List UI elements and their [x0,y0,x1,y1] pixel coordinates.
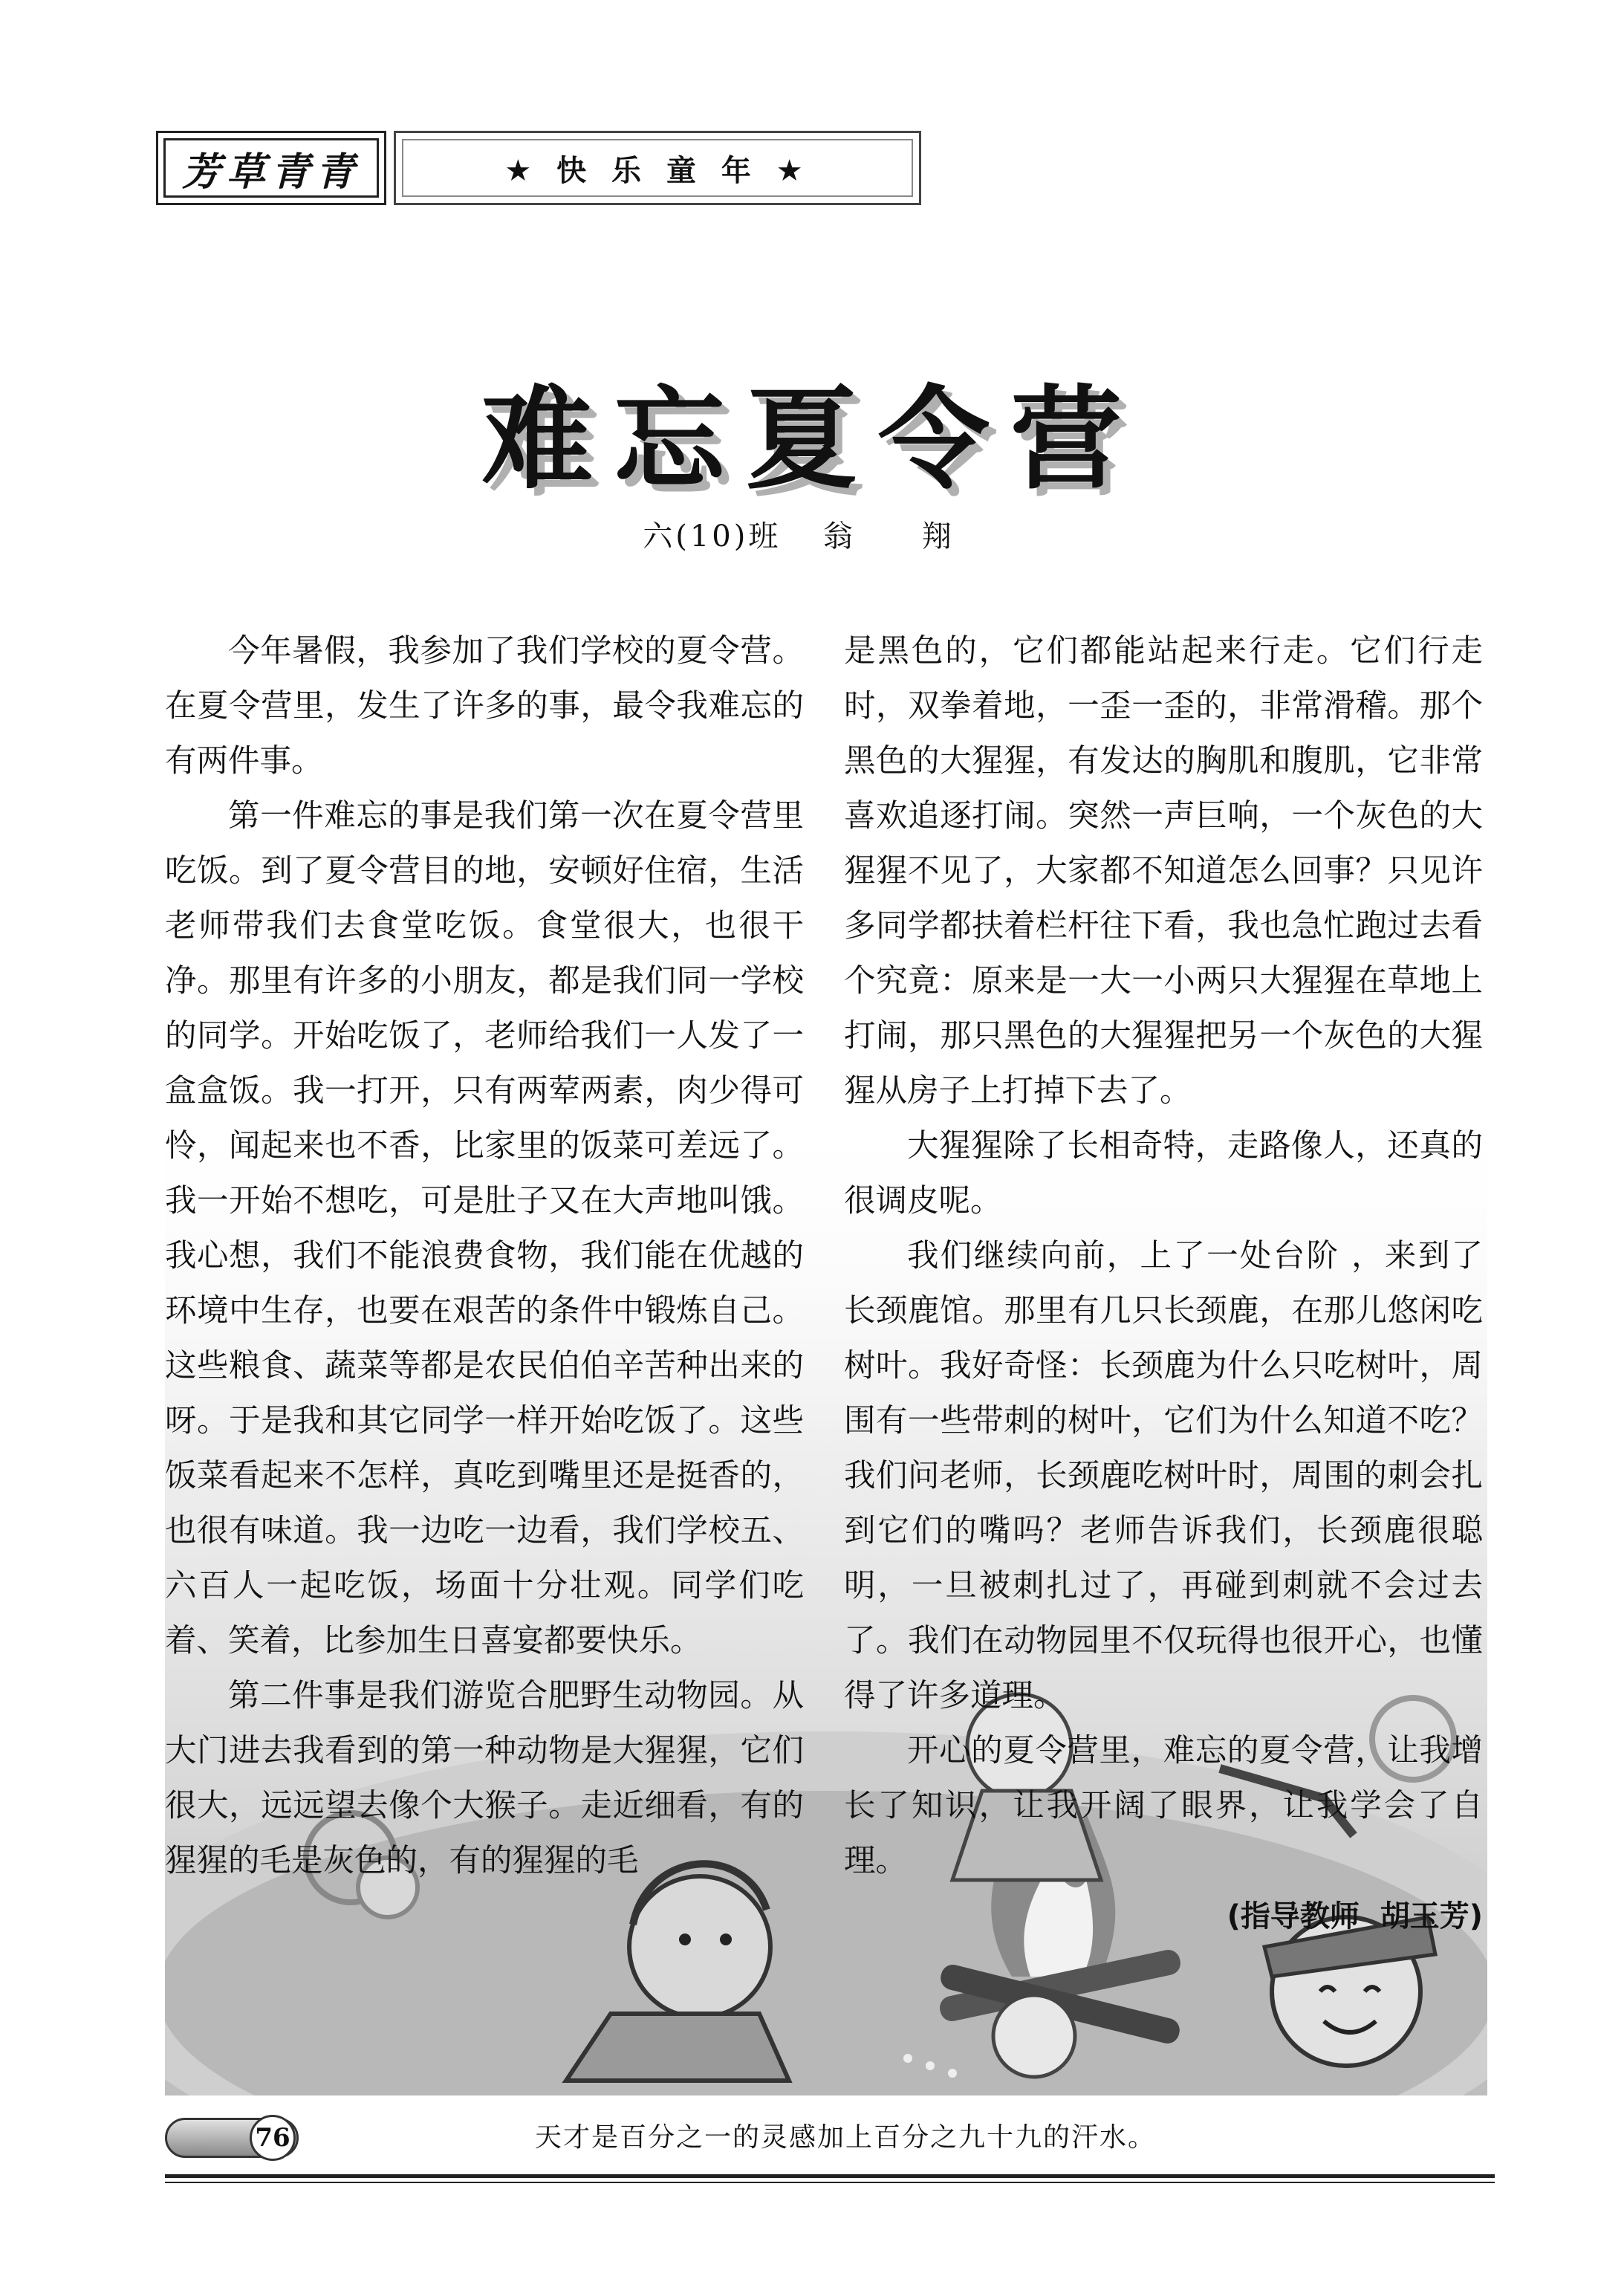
footer-quote: 天才是百分之一的灵感加上百分之九十九的汗水。 [535,2122,1157,2153]
author-name: 翁 翔 [823,519,981,554]
paragraph: 今年暑假，我参加了我们学校的夏令营。在夏令营里，发生了许多的事，最令我难忘的有两件事。 [165,633,804,779]
column-name-box [156,131,386,205]
page-header [156,131,921,205]
byline [0,513,1624,555]
author-class: 六(10)班 [643,519,782,554]
page-number: 76 [250,2115,296,2161]
advisor-signoff: (指导教师 胡玉芳) [1227,1899,1483,1933]
paragraph: 第一件难忘的事是我们第一次在夏令营里吃饭。到了夏令营目的地，安顿好住宿，生活老师带我们去食堂吃饭。食堂很大，也很干净。那里有许多的小朋友，都是我们同一学校的同学。开始吃饭了，老师给我们一人发了一盒盒饭。我一打开，只有两荤两素，肉少得可怜，闻起来也不香，比家里的饭菜可差远了。我一开始不想吃，可是肚子又在大声地叫饿。我心想，我们不能浪费食物，我们能在优越的环境中生存，也要在艰苦的条件中锻炼自己。这些粮食、蔬菜等都是农民伯伯辛苦种出来的呀。于是我和其它同学一样开始吃饭了。这些饭菜看起来不怎样，真吃到嘴里还是挺香的，也很有味道。我一边吃一边看，我们学校五、六百人一起吃饭，场面十分壮观。同学们吃着、笑着，比参加生日喜宴都要快乐。 [165,798,804,1659]
section-name-box [394,131,921,205]
paragraph: 开心的夏令营里，难忘的夏令营，让我增长了知识，让我开阔了眼界，让我学会了自理。 [844,1733,1483,1879]
article-column-left [165,624,804,1889]
footer-rule-thin [165,2182,1495,2183]
paragraph-continuation: 是黑色的，它们都能站起来行走。它们行走时，双拳着地，一歪一歪的，非常滑稽。那个黑色的大猩猩，有发达的胸肌和腹肌，它非常喜欢追逐打闹。突然一声巨响，一个灰色的大猩猩不见了，大家都不知道怎么回事？只见许多同学都扶着栏杆往下看，我也急忙跑过去看个究竟：原来是一大一小两只大猩猩在草地上打闹，那只黑色的大猩猩把另一个灰色的大猩猩从房子上打掉下去了。 [844,633,1483,1109]
paragraph: 第二件事是我们游览合肥野生动物园。从大门进去我看到的第一种动物是大猩猩，它们很大，远远望去像个大猴子。走近细看，有的猩猩的毛是灰色的，有的猩猩的毛 [165,1678,804,1879]
footer-rule [165,2174,1495,2178]
article-column-right [844,624,1483,1944]
paragraph: 我们继续向前，上了一处台阶 ，来到了长颈鹿馆。那里有几只长颈鹿，在那儿悠闲吃树叶。我好奇怪：长颈鹿为什么只吃树叶，周围有一些带刺的树叶，它们为什么知道不吃？我们问老师，长颈鹿吃树叶时，周围的刺会扎到它们的嘴吗？老师告诉我们，长颈鹿很聪明，一旦被刺扎过了，再碰到刺就不会过去了。我们在动物园里不仅玩得也很开心，也懂得了许多道理。 [844,1238,1483,1714]
section-name: ★ 快 乐 童 年 ★ [402,139,913,197]
column-name: 芳草青青 [163,138,379,198]
paragraph: 大猩猩除了长相奇特，走路像人，还真的很调皮呢。 [844,1128,1483,1219]
article-title: 难忘夏令营 [481,375,1143,505]
